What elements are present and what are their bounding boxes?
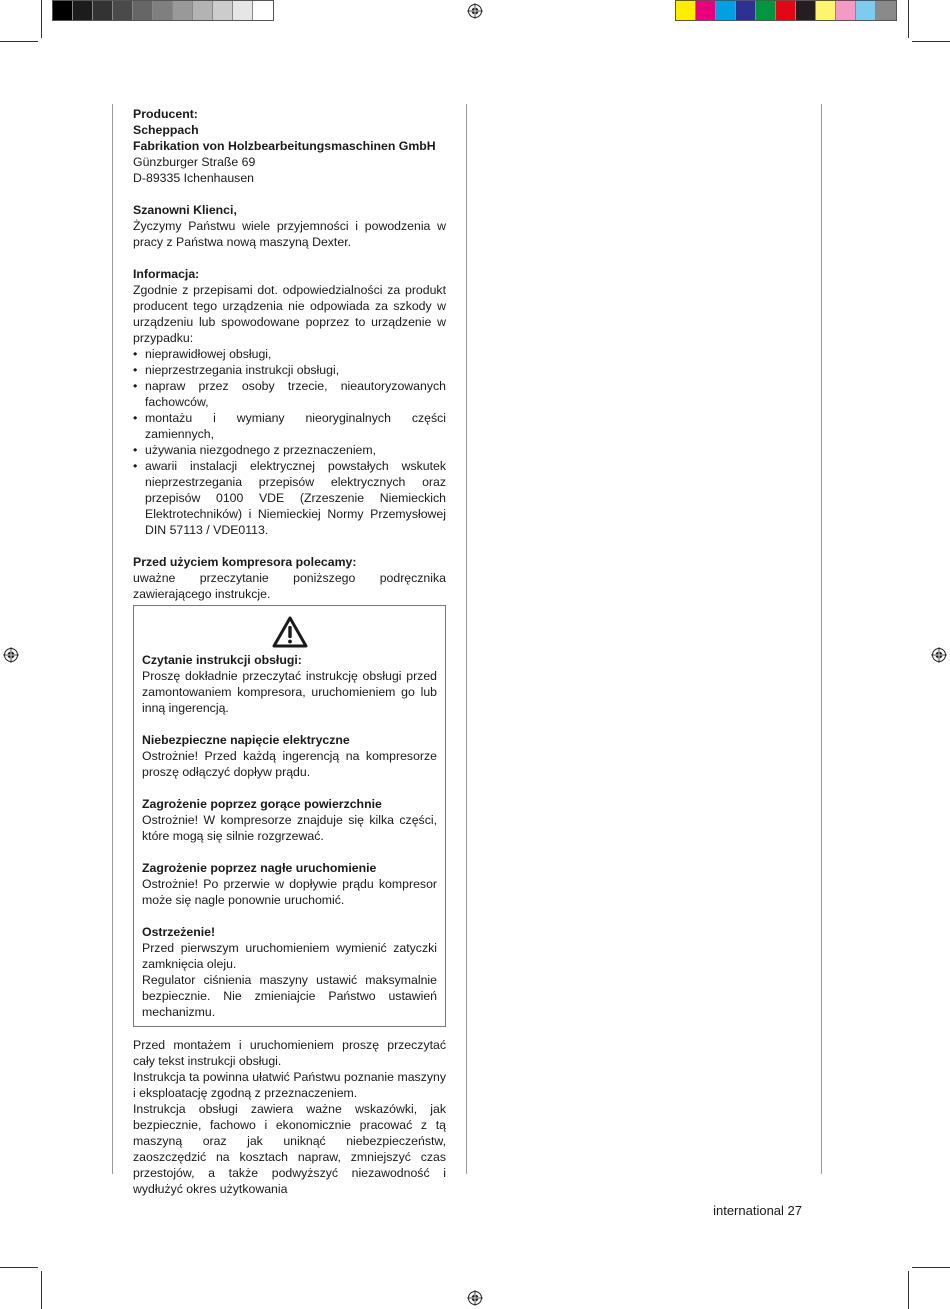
gray-swatch [133,1,153,20]
warning-title: Zagrożenie poprzez gorące powierzchnie [142,797,382,811]
crop-mark [0,1267,38,1268]
list-item: • awarii instalacji elektrycznej powstałych wskutek nieprzestrzegania przepisów elektrycznych oraz przepisów 0100 VDE (Zrzeszenie Niemieckich Elektrotechników) i Niemieckiej Normy Przemysłowej DIN 57113 / VDE0113. [133,458,446,538]
list-item: • nieprzestrzegania instrukcji obsługi, [133,362,446,378]
list-item: • napraw przez osoby trzecie, nieautoryzowanych fachowców, [133,378,446,410]
grayscale-calibration-bar [52,0,274,21]
final-warning-title: Ostrzeżenie! [142,925,216,939]
gray-swatch [173,1,193,20]
page-footer: international 27 [713,1203,802,1218]
greeting-heading: Szanowni Klienci, [133,203,237,217]
manufacturer-city: D-89335 Ichenhausen [133,171,255,185]
gray-swatch [53,1,73,20]
crop-mark [41,0,42,38]
column-rule-left [112,104,113,1174]
gray-swatch [233,1,253,20]
manufacturer-name: Scheppach [133,123,199,137]
safety-warning-box [133,605,446,1027]
color-swatch [836,1,856,20]
column-rule-middle [466,104,467,1174]
warning-text: Proszę dokładnie przeczytać instrukcję obsługi przed zamontowaniem kompresora, uruchomieniem go lub inną ingerencją. [142,669,437,715]
gray-swatch [193,1,213,20]
crop-mark [41,1271,42,1309]
gray-swatch [93,1,113,20]
final-warning-text: Regulator ciśnienia maszyny ustawić maksymalnie bezpiecznie. Nie zmieniajcie Państwo ustawień mechanizmu. [142,973,437,1019]
warning-title: Zagrożenie poprzez nagłe uruchomienie [142,861,377,875]
manufacturer-heading: Producent: [133,107,198,121]
color-swatch [696,1,716,20]
color-calibration-bar [675,0,897,21]
color-swatch [796,1,816,20]
crop-mark [908,0,909,38]
crop-mark [908,1271,909,1309]
registration-mark-icon [467,1290,483,1306]
crop-mark [0,41,38,42]
manufacturer-street: Günzburger Straße 69 [133,155,256,169]
crop-mark [912,41,950,42]
warning-title: Czytanie instrukcji obsługi: [142,653,302,667]
before-use-text: uważne przeczytanie poniższego podręcznika zawierającego instrukcje. [133,571,446,601]
manufacturer-company: Fabrikation von Holzbearbeitungsmaschinen GmbH [133,139,436,153]
color-swatch [816,1,836,20]
warning-triangle-icon [272,616,308,648]
list-item: • nieprawidłowej obsługi, [133,346,446,362]
registration-mark-icon [467,3,483,19]
registration-mark-icon [3,647,19,663]
gray-swatch [113,1,133,20]
gray-swatch [213,1,233,20]
warning-title: Niebezpieczne napięcie elektryczne [142,733,350,747]
liability-list [133,346,446,538]
column-rule-right [821,104,822,1174]
color-swatch [776,1,796,20]
gray-swatch [153,1,173,20]
color-swatch [856,1,876,20]
color-swatch [736,1,756,20]
closing-paragraph: Instrukcja obsługi zawiera ważne wskazówki, jak bezpiecznie, fachowo i ekonomicznie pracować z tą maszyną oraz jak uniknąć niebezpieczeństw, zaoszczędzić na kosztach napraw, zmniejszyć czas przestojów, a także podwyższyć niezawodność i wydłużyć okres użytkowania [133,1102,446,1196]
final-warning-text: Przed pierwszym uruchomieniem wymienić zatyczki zamknięcia oleju. [142,941,437,971]
color-swatch [716,1,736,20]
color-swatch [876,1,896,20]
crop-mark [912,1267,950,1268]
list-item: • montażu i wymiany nieoryginalnych części zamiennych, [133,410,446,442]
gray-swatch [73,1,93,20]
before-use-heading: Przed użyciem kompresora polecamy: [133,555,357,569]
text-column [133,106,446,1197]
closing-paragraph: Przed montażem i uruchomieniem proszę przeczytać cały tekst instrukcji obsługi. [133,1038,446,1068]
registration-mark-icon [931,647,947,663]
info-heading: Informacja: [133,267,200,281]
closing-paragraph: Instrukcja ta powinna ułatwić Państwu poznanie maszyny i eksploatację zgodną z przeznaczeniem. [133,1070,446,1100]
list-item: • używania niezgodnego z przeznaczeniem, [133,442,446,458]
warning-text: Ostrożnie! Przed każdą ingerencją na kompresorze proszę odłączyć dopływ prądu. [142,749,437,779]
color-swatch [756,1,776,20]
warning-text: Ostrożnie! Po przerwie w dopływie prądu kompresor może się nagle ponownie uruchomić. [142,877,437,907]
info-text: Zgodnie z przepisami dot. odpowiedzialności za produkt producent tego urządzenia nie odpowiada za szkody w urządzeniu lub spowodowane poprzez to urządzenie w przypadku: [133,283,446,345]
color-swatch [676,1,696,20]
greeting-text: Życzymy Państwu wiele przyjemności i powodzenia w pracy z Państwa nową maszyną Dexter. [133,219,446,249]
gray-swatch [253,1,273,20]
warning-text: Ostrożnie! W kompresorze znajduje się kilka części, które mogą się silnie rozgrzewać. [142,813,437,843]
